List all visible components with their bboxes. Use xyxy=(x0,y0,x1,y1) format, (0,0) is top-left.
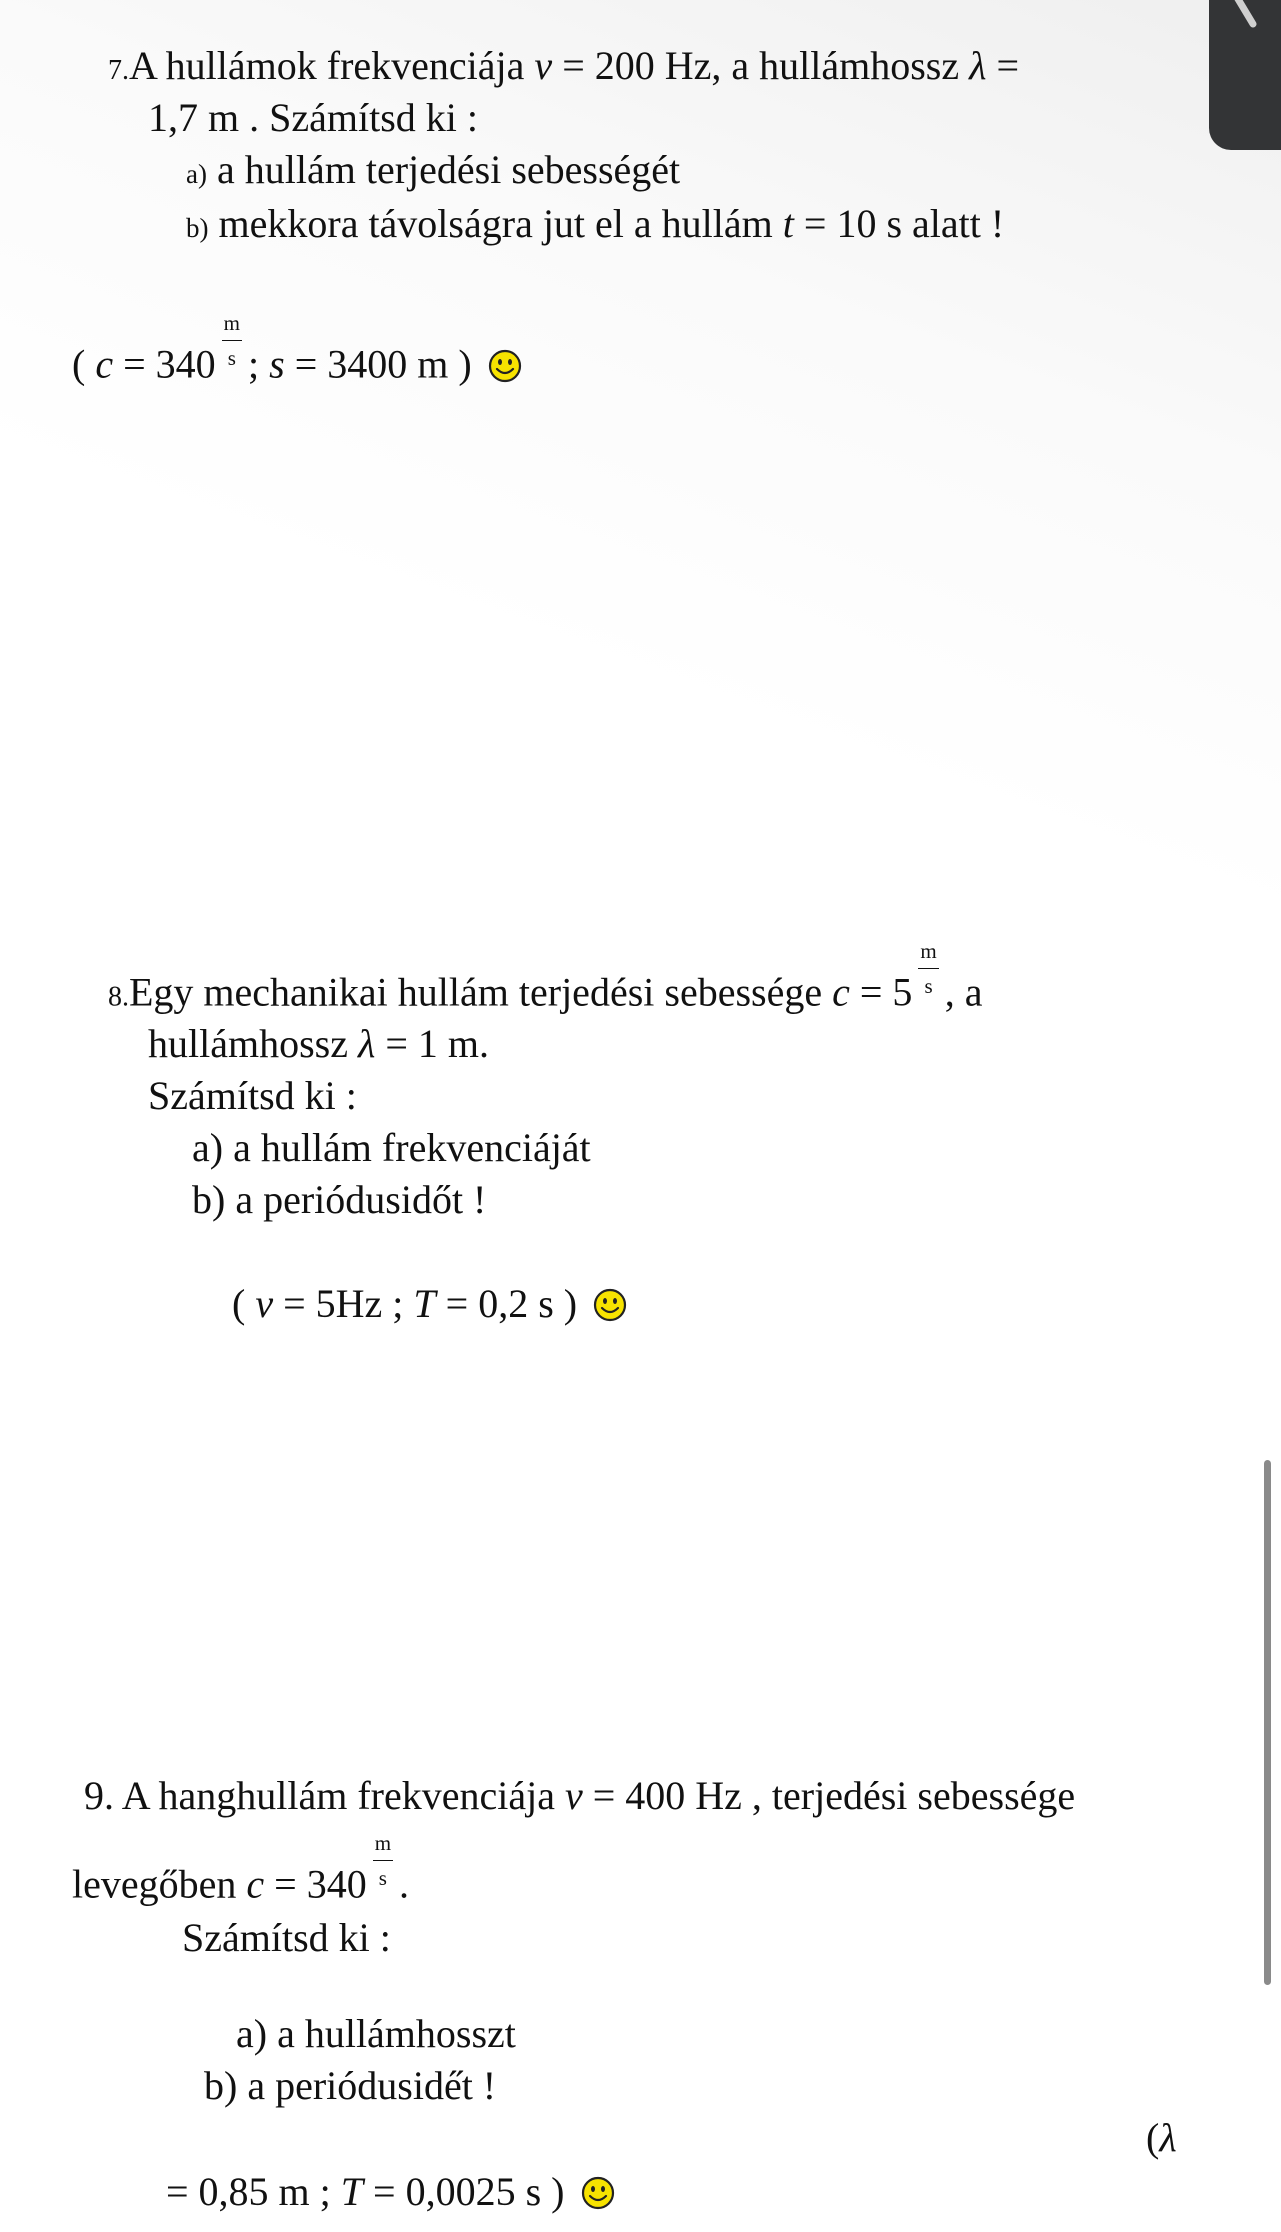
problem-8-item-a: a) a hullám frekvenciáját xyxy=(192,1125,591,1170)
smiley-face-icon xyxy=(581,2176,615,2210)
corner-overlay[interactable] xyxy=(1209,0,1281,150)
problem-9-line-3: Számítsd ki : xyxy=(182,1915,391,1960)
smiley-face-icon xyxy=(593,1288,627,1322)
problem-7-line-2: 1,7 m . Számítsd ki : xyxy=(148,95,478,140)
problem-8-item-b: b) a periódusidőt ! xyxy=(192,1177,487,1222)
problem-9-item-a: a) a hullámhosszt xyxy=(236,2011,516,2056)
problem-8-answer: ( v = 5Hz ; T = 0,2 s ) xyxy=(232,1280,627,1328)
unit-fraction: $\frac{m}{s}$ xyxy=(223,311,240,370)
smiley-face-icon xyxy=(488,349,522,383)
problem-7-number: 7. xyxy=(108,55,129,86)
problem-9-item-b: b) a perióduside̋t ! xyxy=(204,2063,497,2108)
problem-7-item-b: b) mekkora távolságra jut el a hullám t = 10 s alatt ! xyxy=(186,201,1005,246)
vertical-scrollbar[interactable] xyxy=(1264,1460,1271,1985)
problem-7-line-1: 7.A hullámok frekvenciája v = 200 Hz, a hullámhossz λ = xyxy=(108,43,1020,88)
problem-9-number: 9. xyxy=(84,1773,114,1818)
swipe-handle-icon xyxy=(1231,0,1261,38)
problem-8-line-3: Számítsd ki : xyxy=(148,1073,357,1118)
problem-8-line-1: 8.Egy mechanikai hullám terjedési sebessége c = 5 $\frac{m}{s}$ , a xyxy=(108,939,983,1015)
problem-9-answer: = 0,85 m ; T = 0,0025 s ) xyxy=(166,2168,615,2216)
unit-fraction: $\frac{m}{s}$ xyxy=(920,939,937,998)
problem-8-line-2: hullámhossz λ = 1 m. xyxy=(148,1021,489,1066)
problem-9-line-1: 9. A hanghullám frekvenciája v = 400 Hz , terjedési sebessége xyxy=(84,1773,1076,1818)
problem-8-number: 8. xyxy=(108,981,129,1013)
problem-7-item-a: a) a hullám terjedési sebességét xyxy=(186,147,681,192)
problem-9-line-2: levegőben c = 340 $\frac{m}{s}$ . xyxy=(72,1831,410,1907)
problem-7-answer: ( c = 340 $\frac{m}{s}$ ; s = 3400 m ) xyxy=(72,340,522,397)
unit-fraction: $\frac{m}{s}$ xyxy=(374,1831,392,1890)
problem-9-answer-open: (λ xyxy=(1146,2115,1177,2160)
